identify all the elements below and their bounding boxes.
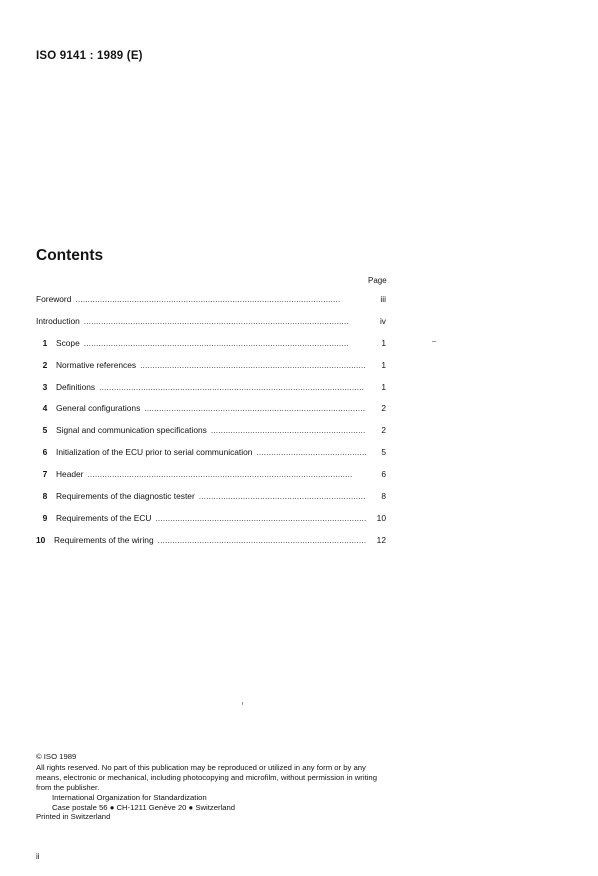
toc-entry-text: Signal and communication specifications [56, 425, 207, 436]
toc-entry-2[interactable] [36, 360, 386, 382]
rights-notice: All rights reserved. No part of this publication may be reproduced or utilized in any form or by any means, electronic or mechanical, including photocopying and microfilm, without permission in writing from the publisher. [36, 762, 377, 792]
toc-entry-text: General configurations [56, 403, 141, 414]
toc-entry-page: iv [379, 315, 386, 326]
dot-leader [199, 491, 366, 501]
dot-leader [140, 360, 366, 370]
toc-entry-page: 6 [381, 469, 386, 480]
document-id: ISO 9141 : 1989 (E) [36, 50, 143, 62]
toc-entry-text: Normative references [56, 359, 137, 370]
toc-entry-text: Definitions [56, 381, 96, 392]
toc-entry-text: Introduction [36, 315, 80, 326]
dot-leader [84, 316, 366, 326]
toc-entry-text: Requirements of the diagnostic tester [56, 491, 195, 502]
toc-entry-number: 1 [42, 337, 48, 348]
scan-speck [432, 341, 436, 342]
dot-leader [256, 447, 366, 457]
contents-title: Contents [36, 247, 104, 264]
toc-entry-9[interactable] [36, 513, 386, 535]
toc-entry-number: 5 [42, 425, 48, 436]
toc-entry-7[interactable] [36, 469, 386, 491]
table-of-contents [36, 294, 386, 557]
toc-entry-3[interactable] [36, 382, 386, 404]
toc-entry-foreword[interactable] [36, 294, 386, 316]
toc-entry-number: 3 [42, 381, 48, 392]
toc-entry-text: Initialization of the ECU prior to serial communication [56, 447, 253, 458]
dot-leader [75, 294, 366, 304]
toc-entry-number: 10 [36, 534, 46, 545]
toc-entry-page: 1 [381, 381, 386, 392]
page-number: ii [36, 852, 40, 861]
toc-entry-number: 6 [42, 447, 48, 458]
toc-entry-number: 7 [42, 469, 48, 480]
toc-entry-page: 1 [381, 359, 386, 370]
toc-entry-text: Requirements of the ECU [56, 512, 152, 523]
scan-speck [242, 702, 243, 705]
toc-entry-text: Foreword [36, 294, 72, 304]
dot-leader [84, 338, 366, 348]
toc-entry-text: Header [56, 469, 84, 480]
toc-entry-page: 2 [381, 425, 386, 436]
dot-leader [87, 469, 366, 479]
dot-leader [158, 535, 366, 545]
toc-entry-6[interactable] [36, 447, 386, 469]
toc-entry-page: 1 [381, 337, 386, 348]
toc-entry-5[interactable] [36, 425, 386, 447]
toc-entry-page: 10 [376, 512, 386, 523]
toc-entry-8[interactable] [36, 491, 386, 513]
copyright-block [36, 752, 392, 822]
toc-entry-10[interactable] [36, 535, 386, 557]
toc-entry-page: 2 [381, 403, 386, 414]
toc-entry-number: 2 [42, 359, 48, 370]
page-column-heading: Page [368, 276, 387, 285]
toc-entry-page: 12 [376, 534, 386, 545]
publisher-address: Case postale 56 ● CH-1211 Genève 20 ● Switzerland [52, 802, 236, 812]
dot-leader [155, 513, 366, 523]
toc-entry-page: 8 [381, 491, 386, 502]
dot-leader [211, 425, 366, 435]
toc-entry-page: 5 [381, 447, 386, 458]
toc-entry-number: 4 [42, 403, 48, 414]
toc-entry-text: Requirements of the wiring [54, 534, 154, 545]
printed-in: Printed in Switzerland [36, 812, 111, 822]
toc-entry-page: iii [380, 294, 386, 304]
toc-entry-text: Scope [56, 337, 80, 348]
dot-leader [144, 403, 366, 413]
copyright-line: © ISO 1989 [36, 752, 77, 761]
toc-entry-number: 8 [42, 491, 48, 502]
dot-leader [99, 382, 366, 392]
toc-entry-4[interactable] [36, 403, 386, 425]
toc-entry-introduction[interactable] [36, 316, 386, 338]
toc-entry-number: 9 [42, 512, 48, 523]
publisher-name: International Organization for Standardization [52, 792, 207, 802]
toc-entry-1[interactable] [36, 338, 386, 360]
